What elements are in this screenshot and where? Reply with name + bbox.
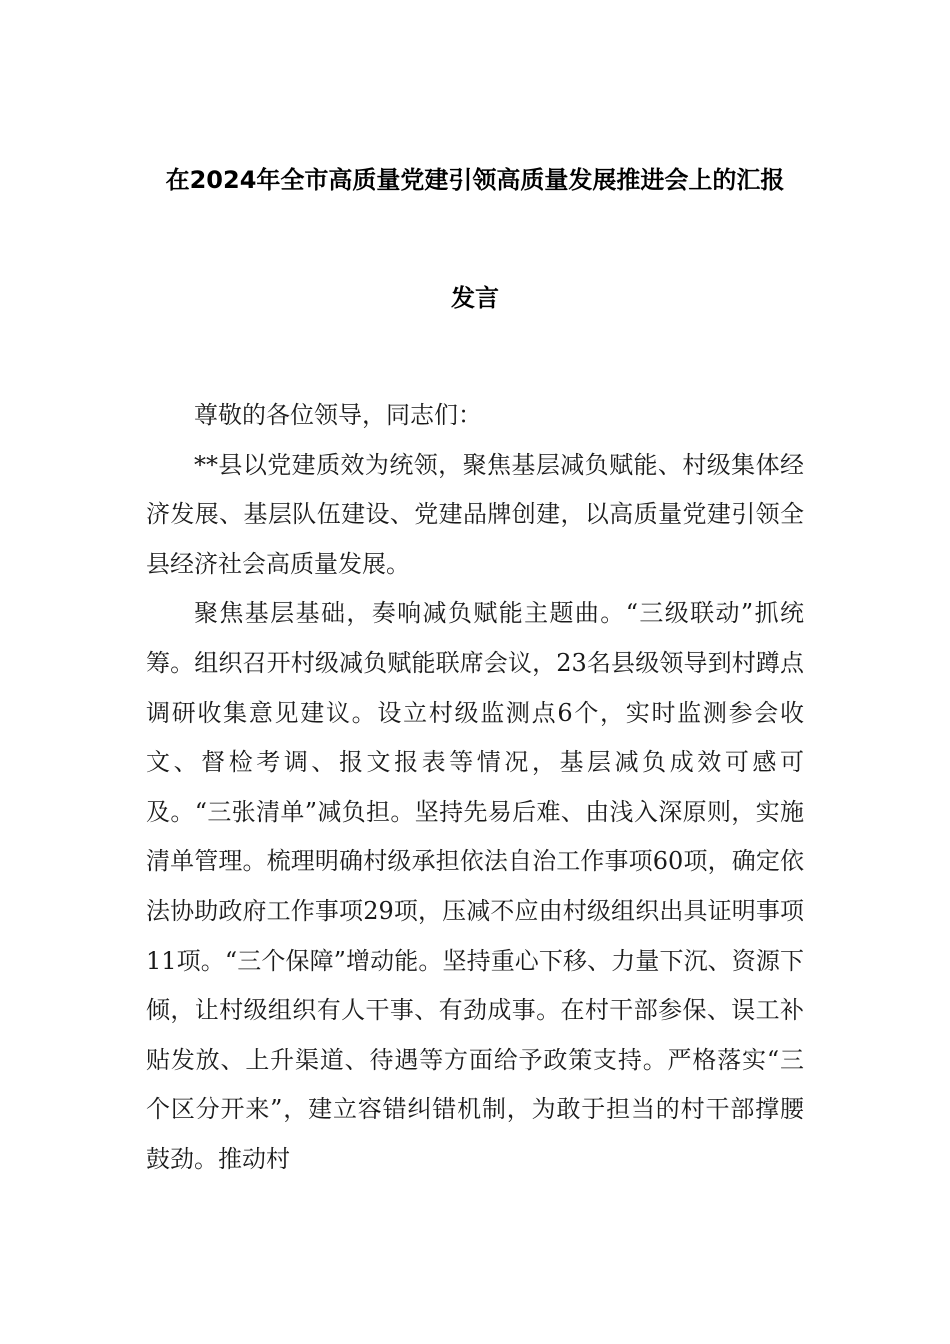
document-title-line-1: 在2024年全市高质量党建引领高质量发展推进会上的汇报 bbox=[165, 166, 785, 194]
salutation: 尊敬的各位领导，同志们： bbox=[194, 401, 482, 429]
paragraph-grassroots: 聚焦基层基础，奏响减负赋能主题曲。“三级联动”抓统筹。组织召开村级减负赋能联席会议，23名县级领导到村蹲点调研收集意见建议。设立村级监测点6个，实时监测参会收文、督检考调、报文报表等情况，基层减负成效可感可及。“三张清单”减负担。坚持先易后难、由浅入深原则，实施清单管理。梳理明确村级承担依法自治工作事项60项，确定依法协助政府工作事项29项，压减不应由村级组织出具证明事项11项。“三个保障”增动能。坚持重心下移、力量下沉、资源下倾，让村级组织有人干事、有劲成事。在村干部参保、误工补贴发放、上升渠道、待遇等方面给予政策支持。严格落实“三个区分开来”，建立容错纠错机制，为敢于担当的村干部撑腰鼓劲。推动村 bbox=[146, 599, 804, 1173]
document-body bbox=[146, 391, 804, 1185]
document-title-line-2: 发言 bbox=[451, 284, 499, 312]
paragraph-intro: **县以党建质效为统领，聚焦基层减负赋能、村级集体经济发展、基层队伍建设、党建品牌创建，以高质量党建引领全县经济社会高质量发展。 bbox=[146, 450, 804, 578]
